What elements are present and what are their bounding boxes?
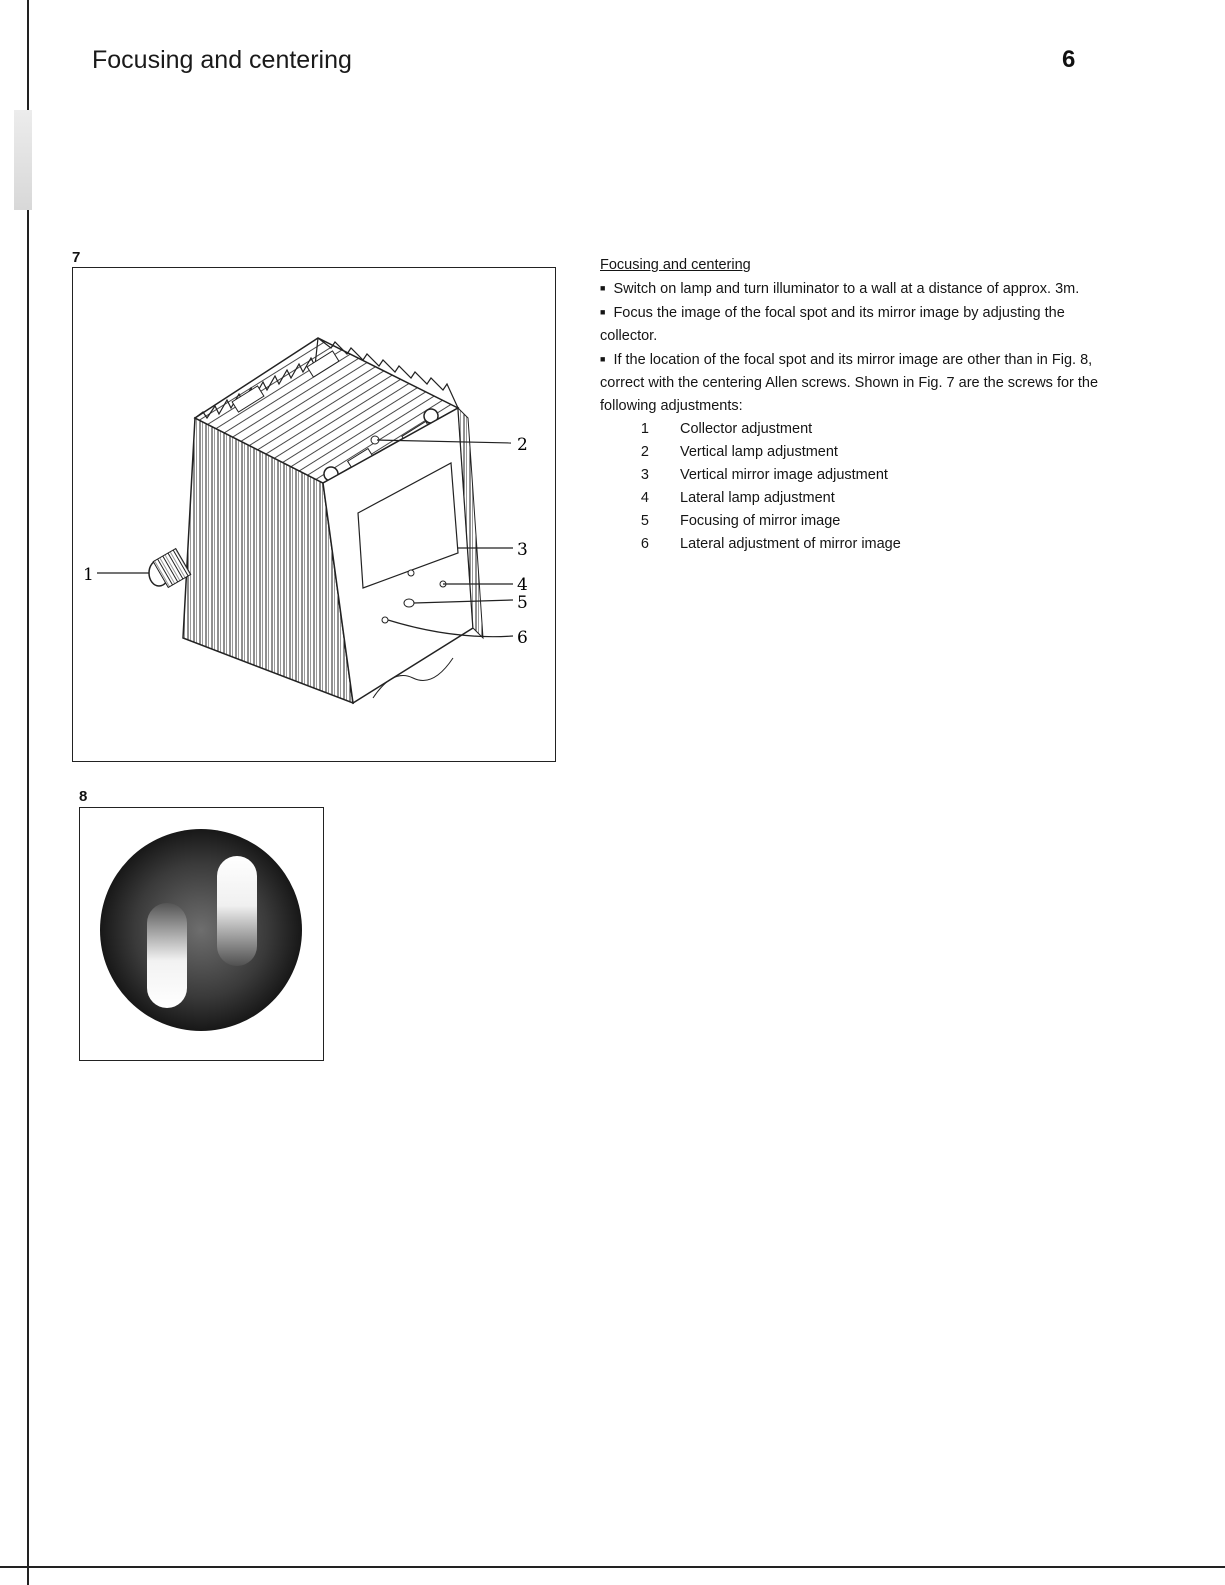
mirror-image-spot (217, 856, 257, 966)
figure-8-number: 8 (79, 788, 88, 805)
list-item: 6 Lateral adjustment of mirror image (640, 536, 901, 552)
instruction-3: ■ If the location of the focal spot and its mirror image are other than in Fig. 8, correct with the centering Allen screws. Shown in Fig. 7 are the screws for the following adjustments: (600, 348, 1100, 418)
focal-spot (147, 903, 187, 1008)
callout-5: 5 (517, 593, 528, 613)
figure-8-illustration (79, 807, 324, 1061)
bottom-rule (0, 1566, 1225, 1568)
figure-7-number: 7 (72, 249, 81, 266)
focal-spot-image (80, 808, 323, 1060)
callout-2: 2 (517, 435, 528, 455)
list-item: 1 Collector adjustment (640, 421, 813, 437)
list-item: 5 Focusing of mirror image (640, 513, 841, 529)
section-heading: Focusing and centering (600, 257, 751, 273)
list-item: 4 Lateral lamp adjustment (640, 490, 835, 506)
scan-shadow (14, 110, 32, 210)
scan-edge-line (27, 0, 29, 1585)
adjustment-list (600, 418, 1100, 556)
callout-6: 6 (517, 628, 528, 648)
callout-3: 3 (517, 540, 528, 560)
figure-7-illustration (72, 267, 556, 762)
instruction-1: ■ Switch on lamp and turn illuminator to a wall at a distance of approx. 3m. (600, 277, 1100, 301)
list-item: 2 Vertical lamp adjustment (640, 444, 838, 460)
callout-4: 4 (517, 575, 528, 595)
instructions-column (600, 254, 1100, 556)
list-item: 3 Vertical mirror image adjustment (640, 467, 888, 483)
instruction-2: ■ Focus the image of the focal spot and its mirror image by adjusting the collector. (600, 301, 1100, 348)
page-number: 6 (1062, 46, 1076, 73)
page-title: Focusing and centering (92, 46, 352, 74)
callout-1: 1 (83, 565, 94, 585)
lamp-housing-drawing (73, 268, 555, 761)
